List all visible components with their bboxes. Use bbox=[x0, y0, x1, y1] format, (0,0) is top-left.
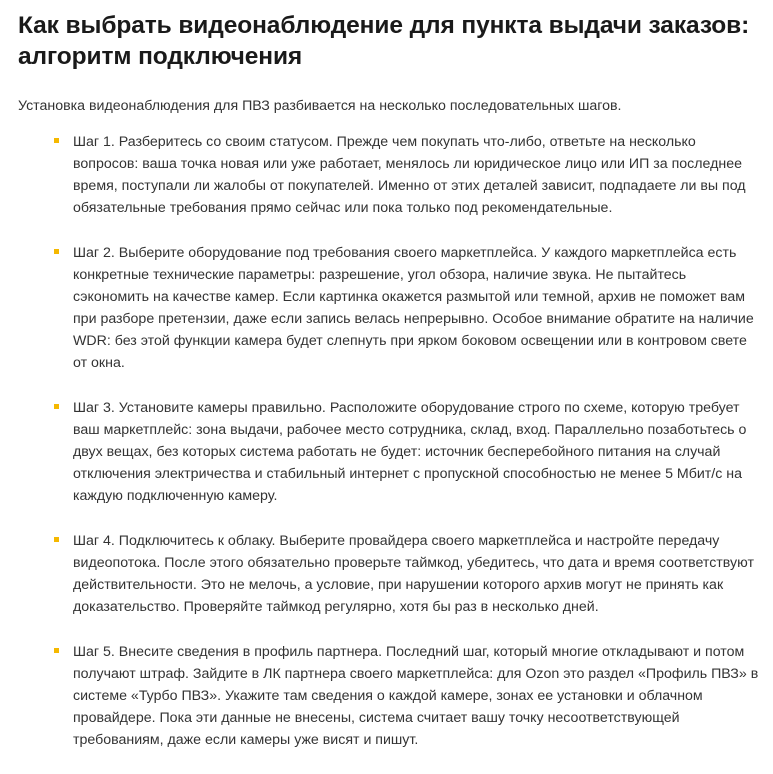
bullet-square-icon bbox=[54, 648, 59, 653]
step-text: Шаг 5. Внесите сведения в профиль партнера. Последний шаг, который многие откладывают и потом получают штраф. Зайдите в ЛК партнера своего маркетплейса: для Ozon это раздел «Профиль ПВЗ» в системе «Турбо ПВЗ». Укажите там сведения о каждой камере, зонах ее установки и облачном провайдере. Пока эти данные не внесены, система считает вашу точку несоответствующей требованиям, даже если камеры уже висят и пишут. bbox=[73, 644, 759, 748]
bullet-square-icon bbox=[54, 537, 59, 542]
step-text: Шаг 1. Разберитесь со своим статусом. Прежде чем покупать что-либо, ответьте на несколько вопросов: ваша точка новая или уже работает, менялось ли юридическое лицо или ИП за последнее время, поступали ли жалобы от покупателей. Именно от этих деталей зависит, подпадаете ли вы под обязательные требования прямо сейчас или пока только под рекомендательные. bbox=[73, 134, 746, 216]
bullet-square-icon bbox=[54, 138, 59, 143]
list-item-step-4 bbox=[18, 530, 763, 618]
step-text: Шаг 4. Подключитесь к облаку. Выберите провайдера своего маркетплейса и настройте передачу видеопотока. После этого обязательно проверьте таймкод, убедитесь, что дата и время соответствуют действительности. Это не мелочь, а условие, при нарушении которого архив могут не принять как доказательство. Проверяйте таймкод регулярно, хотя бы раз в несколько дней. bbox=[73, 533, 754, 615]
step-text: Шаг 2. Выберите оборудование под требования своего маркетплейса. У каждого маркетплейса есть конкретные технические параметры: разрешение, угол обзора, наличие звука. Не пытайтесь сэкономить на качестве камер. Если картинка окажется размытой или темной, архив не поможет вам при разборе претензии, даже если запись велась непрерывно. Особое внимание обратите на наличие WDR: без этой функции камера будет слепнуть при ярком боковом освещении или в контровом свете от окна. bbox=[73, 245, 754, 371]
step-text: Шаг 3. Установите камеры правильно. Расположите оборудование строго по схеме, которую требует ваш маркетплейс: зона выдачи, рабочее место сотрудника, склад, вход. Параллельно позаботьтесь о двух вещах, без которых система работать не будет: источник бесперебойного питания на случай отключения электричества и стабильный интернет с пропускной способностью не менее 5 Мбит/с на каждую подключенную камеру. bbox=[73, 400, 747, 504]
article-intro: Установка видеонаблюдения для ПВЗ разбивается на несколько последовательных шагов. bbox=[18, 98, 622, 114]
bullet-square-icon bbox=[54, 404, 59, 409]
article-title: Как выбрать видеонаблюдение для пункта выдачи заказов: алгоритм подключения bbox=[18, 12, 750, 70]
article bbox=[18, 10, 763, 774]
list-item-step-5 bbox=[18, 641, 763, 751]
list-item-step-3 bbox=[18, 397, 763, 507]
list-item-step-2 bbox=[18, 242, 763, 374]
list-item-step-1 bbox=[18, 131, 763, 219]
steps-list bbox=[18, 131, 763, 751]
bullet-square-icon bbox=[54, 249, 59, 254]
